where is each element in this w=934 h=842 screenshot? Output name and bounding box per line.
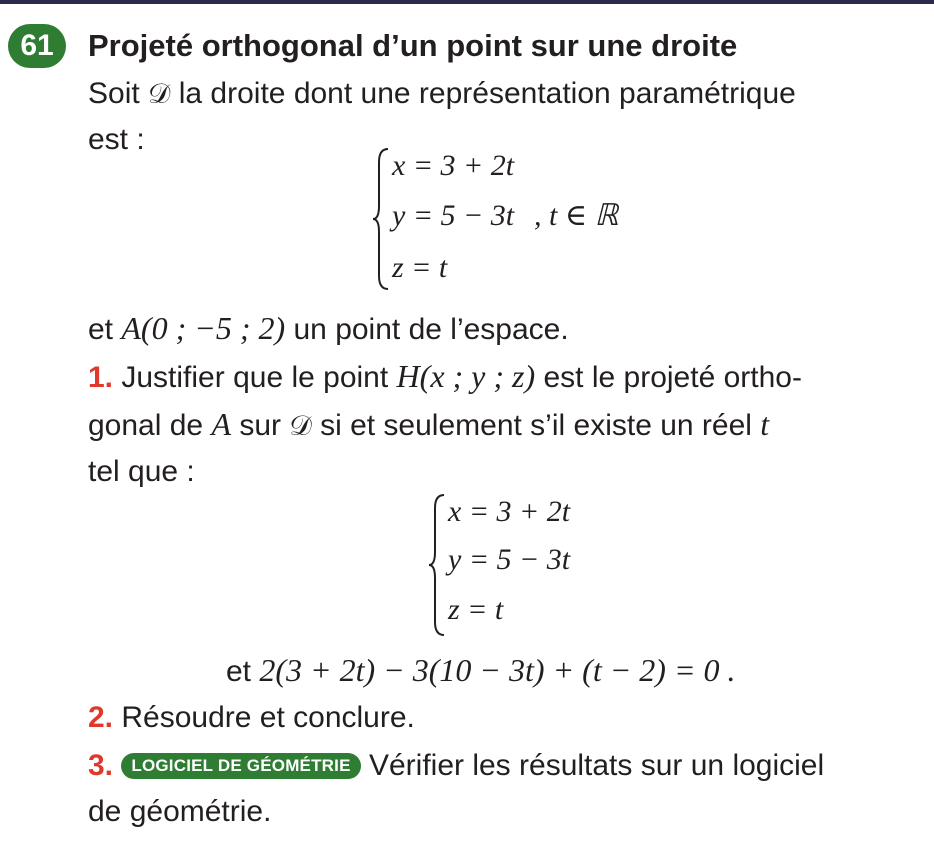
exercise-number-badge: 61 (8, 24, 66, 68)
question-3-text: Vérifier les résultats sur un logiciel (368, 749, 825, 782)
question-1-text-a: Justifier que le point (121, 361, 389, 394)
question-1-line2-b: sur (239, 409, 282, 442)
point-a-ref: A (211, 406, 231, 442)
system1-eq-z: z = t (392, 251, 448, 284)
system1-eq-y: y = 5 − 3t (392, 199, 515, 232)
system1-eq-x: x = 3 + 2t (392, 149, 515, 182)
question-1-line2-c: si et seulement s’il existe un réel (320, 409, 752, 442)
top-border (0, 0, 934, 4)
question-3-number: 3. (88, 749, 114, 782)
condition-et: et (226, 655, 252, 688)
point-h: H(x ; y ; z) (396, 358, 536, 394)
question-1-line-2 (88, 406, 769, 445)
parametric-system-2 (428, 492, 668, 638)
system2-eq-y: y = 5 − 3t (448, 543, 571, 576)
question-1-number: 1. (88, 361, 114, 394)
intro-line-1 (88, 76, 796, 113)
left-brace-1 (372, 146, 392, 292)
question-1-text-b: est le projeté ortho- (543, 361, 802, 394)
question-1-line-1 (88, 358, 802, 396)
question-1-line2-a: gonal de (88, 409, 204, 442)
question-3-line-2: de géométrie. (88, 795, 272, 828)
point-line-et: et (88, 313, 114, 346)
question-2 (88, 700, 415, 736)
parametric-system-1 (372, 146, 692, 292)
software-badge: LOGICIEL DE GÉOMÉTRIE (121, 753, 360, 779)
point-a-line (88, 310, 569, 348)
point-line-text: un point de l’espace. (293, 313, 569, 346)
real-t: t (760, 406, 770, 442)
question-3-line-1 (88, 748, 824, 784)
intro-text-a: Soit (88, 77, 140, 110)
line-symbol-d-2: 𝒟 (289, 411, 312, 442)
system2-eq-x: x = 3 + 2t (448, 495, 571, 528)
condition-line (226, 652, 736, 690)
question-2-number: 2. (88, 701, 114, 734)
condition-expression: 2(3 + 2t) − 3(10 − 3t) + (t − 2) = 0 . (259, 652, 736, 688)
intro-line-2: est : (88, 123, 145, 156)
question-1-line-3: tel que : (88, 455, 195, 488)
intro-text-b: la droite dont une représentation paramétrique (178, 77, 796, 110)
system1-param: , t ∈ ℝ (534, 199, 619, 232)
line-symbol-d: 𝒟 (148, 79, 171, 110)
system2-eq-z: z = t (448, 593, 504, 626)
point-a: A(0 ; −5 ; 2) (121, 310, 286, 346)
question-2-text: Résoudre et conclure. (121, 701, 415, 734)
left-brace-2 (428, 492, 448, 638)
exercise-title: Projeté orthogonal d’un point sur une droite (88, 28, 738, 63)
